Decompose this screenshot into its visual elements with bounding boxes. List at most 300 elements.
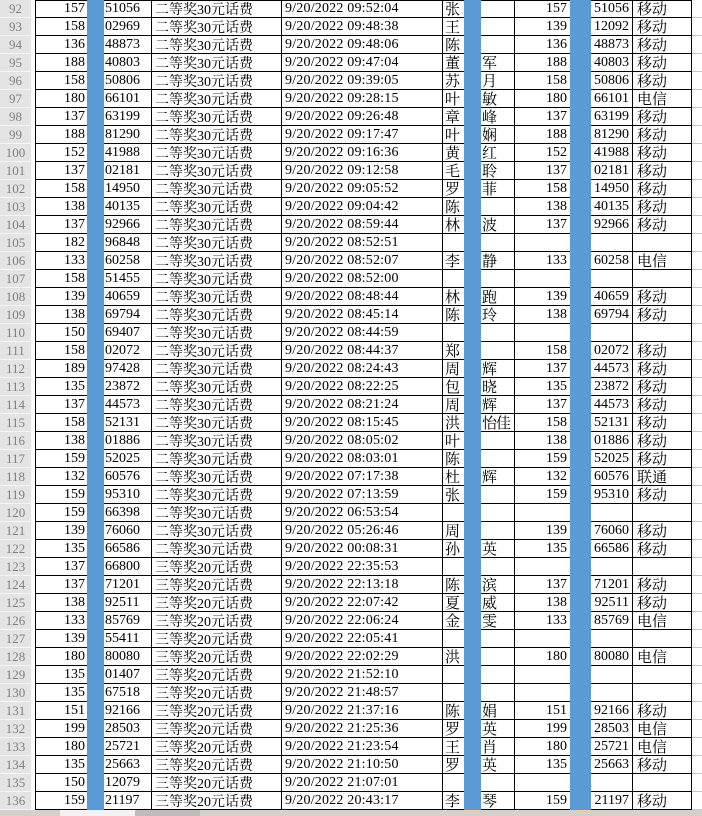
datetime-cell[interactable]: 9/20/2022 00:08:31 xyxy=(282,540,443,557)
datetime-cell[interactable]: 9/20/2022 06:53:54 xyxy=(282,504,443,521)
prize-cell[interactable]: 二等奖30元话费 xyxy=(152,360,282,377)
carrier-cell[interactable]: 移动 xyxy=(633,18,692,35)
datetime-cell[interactable]: 9/20/2022 08:45:14 xyxy=(282,306,443,323)
recipient-phone-prefix: 158 xyxy=(546,180,567,196)
phone-suffix: 25663 xyxy=(105,756,140,772)
recipient-phone-suffix: 71201 xyxy=(594,576,629,592)
table-row xyxy=(35,504,692,522)
prize-cell[interactable]: 三等奖20元话费 xyxy=(152,774,282,791)
row-header-cell[interactable]: 128 xyxy=(0,648,32,666)
phone-prefix: 157 xyxy=(64,0,85,16)
carrier-cell[interactable]: 移动 xyxy=(633,486,692,503)
row-header-cell[interactable]: 117 xyxy=(0,450,32,468)
prize-cell[interactable]: 二等奖30元话费 xyxy=(152,18,282,35)
carrier-cell[interactable]: 电信 xyxy=(633,612,692,629)
row-header-cell[interactable]: 94 xyxy=(0,36,32,54)
table-row xyxy=(35,576,692,594)
recipient-phone-suffix: 80080 xyxy=(594,648,629,664)
phone-prefix: 180 xyxy=(64,90,85,106)
prize-cell[interactable]: 三等奖20元话费 xyxy=(152,558,282,575)
prize-cell[interactable]: 三等奖20元话费 xyxy=(152,576,282,593)
name-first-char: 张 xyxy=(445,2,461,17)
prize-cell[interactable]: 三等奖20元话费 xyxy=(152,612,282,629)
name-rest-chars: 娴 xyxy=(482,128,497,143)
recipient-phone-prefix: 158 xyxy=(546,342,567,358)
phone-suffix: 95310 xyxy=(105,486,140,502)
phone-prefix: 158 xyxy=(64,414,85,430)
phone-prefix: 188 xyxy=(64,126,85,142)
datetime-cell[interactable]: 9/20/2022 09:28:15 xyxy=(282,90,443,107)
datetime-cell[interactable]: 9/20/2022 21:23:54 xyxy=(282,738,443,755)
table-row xyxy=(35,36,692,54)
carrier-cell[interactable]: 移动 xyxy=(633,162,692,179)
name-rest-chars: 娟 xyxy=(482,704,497,719)
row-header-cell[interactable]: 95 xyxy=(0,54,32,72)
row-header-cell[interactable]: 105 xyxy=(0,234,32,252)
table-row xyxy=(35,414,692,432)
phone-suffix: 55411 xyxy=(105,630,140,646)
phone-suffix: 60576 xyxy=(105,468,140,484)
datetime-cell[interactable]: 9/20/2022 08:52:00 xyxy=(282,270,443,287)
name-first-char: 孙 xyxy=(445,542,461,557)
table-row xyxy=(35,270,692,288)
prize-cell[interactable]: 三等奖20元话费 xyxy=(152,702,282,719)
phone-suffix: 71201 xyxy=(105,576,140,592)
datetime-cell[interactable]: 9/20/2022 07:17:38 xyxy=(282,468,443,485)
prize-cell[interactable]: 二等奖30元话费 xyxy=(152,72,282,89)
carrier-cell[interactable]: 电信 xyxy=(633,720,692,737)
name-first-char: 王 xyxy=(445,20,461,35)
carrier-cell[interactable]: 电信 xyxy=(633,252,692,269)
name-first-char: 林 xyxy=(445,218,461,233)
datetime-cell[interactable]: 9/20/2022 08:52:51 xyxy=(282,234,443,251)
horizontal-scrollbar[interactable] xyxy=(0,810,702,816)
prize-cell[interactable]: 二等奖30元话费 xyxy=(152,522,282,539)
datetime-cell[interactable]: 9/20/2022 22:06:24 xyxy=(282,612,443,629)
carrier-cell[interactable]: 移动 xyxy=(633,576,692,593)
row-header-cell[interactable]: 133 xyxy=(0,738,32,756)
phone-suffix: 14950 xyxy=(105,180,140,196)
prize-cell[interactable]: 三等奖20元话费 xyxy=(152,738,282,755)
phone-prefix: 158 xyxy=(64,18,85,34)
carrier-cell[interactable]: 移动 xyxy=(633,594,692,611)
carrier-cell[interactable]: 移动 xyxy=(633,72,692,89)
recipient-phone-suffix: 02181 xyxy=(594,162,629,178)
phone-prefix: 158 xyxy=(64,180,85,196)
prize-cell[interactable]: 二等奖30元话费 xyxy=(152,144,282,161)
carrier-cell[interactable] xyxy=(633,504,692,521)
carrier-cell[interactable]: 移动 xyxy=(633,540,692,557)
phone-prefix: 135 xyxy=(64,666,85,682)
datetime-cell[interactable]: 9/20/2022 08:59:44 xyxy=(282,216,443,233)
row-header-cell[interactable]: 136 xyxy=(0,792,32,810)
table-row xyxy=(35,216,692,234)
name-first-char: 毛 xyxy=(445,164,461,179)
recipient-phone-suffix: 92166 xyxy=(594,702,629,718)
prize-cell[interactable]: 二等奖30元话费 xyxy=(152,450,282,467)
redaction-bar-name xyxy=(464,0,481,810)
recipient-phone-suffix: 95310 xyxy=(594,486,629,502)
name-first-char: 陈 xyxy=(445,308,461,323)
row-header-cell[interactable]: 125 xyxy=(0,594,32,612)
datetime-cell[interactable]: 9/20/2022 22:02:29 xyxy=(282,648,443,665)
datetime-cell[interactable]: 9/20/2022 21:25:36 xyxy=(282,720,443,737)
datetime-cell[interactable]: 9/20/2022 08:48:44 xyxy=(282,288,443,305)
row-header-cell[interactable]: 132 xyxy=(0,720,32,738)
carrier-cell[interactable]: 移动 xyxy=(633,144,692,161)
table-row xyxy=(35,594,692,612)
datetime-cell[interactable]: 9/20/2022 09:04:42 xyxy=(282,198,443,215)
recipient-phone-prefix: 138 xyxy=(546,198,567,214)
row-header-cell[interactable]: 119 xyxy=(0,486,32,504)
prize-cell[interactable]: 三等奖20元话费 xyxy=(152,594,282,611)
recipient-phone-suffix: 60576 xyxy=(594,468,629,484)
datetime-cell[interactable]: 9/20/2022 20:43:17 xyxy=(282,792,443,809)
row-header-cell[interactable]: 126 xyxy=(0,612,32,630)
carrier-cell[interactable]: 移动 xyxy=(633,342,692,359)
datetime-cell[interactable]: 9/20/2022 21:37:16 xyxy=(282,702,443,719)
row-header-cell[interactable]: 98 xyxy=(0,108,32,126)
name-rest-chars: 静 xyxy=(482,254,497,269)
carrier-cell[interactable] xyxy=(633,558,692,575)
recipient-phone-prefix: 139 xyxy=(546,522,567,538)
prize-cell[interactable]: 二等奖30元话费 xyxy=(152,234,282,251)
phone-prefix: 133 xyxy=(64,612,85,628)
scrollbar-segment[interactable] xyxy=(60,810,135,816)
datetime-cell[interactable]: 9/20/2022 09:26:48 xyxy=(282,108,443,125)
worksheet-grid xyxy=(35,0,692,810)
row-header-cell[interactable]: 102 xyxy=(0,180,32,198)
recipient-phone-prefix: 137 xyxy=(546,360,567,376)
row-header-cell[interactable]: 108 xyxy=(0,288,32,306)
name-first-char: 苏 xyxy=(445,74,461,89)
carrier-cell[interactable]: 移动 xyxy=(633,360,692,377)
scrollbar-thumb[interactable] xyxy=(135,810,200,816)
prize-cell[interactable]: 二等奖30元话费 xyxy=(152,324,282,341)
name-rest-chars: 滨 xyxy=(482,578,497,593)
phone-suffix: 51455 xyxy=(105,270,140,286)
datetime-cell[interactable]: 9/20/2022 08:05:02 xyxy=(282,432,443,449)
name-first-char: 陈 xyxy=(445,200,461,215)
row-header-cell[interactable]: 118 xyxy=(0,468,32,486)
carrier-cell[interactable]: 联通 xyxy=(633,468,692,485)
carrier-cell[interactable]: 移动 xyxy=(633,450,692,467)
datetime-cell[interactable]: 9/20/2022 09:17:47 xyxy=(282,126,443,143)
row-header-cell[interactable]: 99 xyxy=(0,126,32,144)
table-row xyxy=(35,90,692,108)
prize-cell[interactable]: 三等奖20元话费 xyxy=(152,630,282,647)
phone-suffix: 41988 xyxy=(105,144,140,160)
datetime-cell[interactable]: 9/20/2022 21:10:50 xyxy=(282,756,443,773)
row-header-cell[interactable]: 121 xyxy=(0,522,32,540)
prize-cell[interactable]: 二等奖30元话费 xyxy=(152,180,282,197)
empty-gridline-area xyxy=(692,0,702,810)
carrier-cell[interactable]: 移动 xyxy=(633,414,692,431)
recipient-phone-prefix: 139 xyxy=(546,288,567,304)
carrier-cell[interactable] xyxy=(633,270,692,287)
phone-prefix: 137 xyxy=(64,108,85,124)
table-row xyxy=(35,684,692,702)
table-top-border xyxy=(35,0,692,1)
datetime-cell[interactable]: 9/20/2022 08:52:07 xyxy=(282,252,443,269)
prize-cell[interactable]: 二等奖30元话费 xyxy=(152,396,282,413)
phone-prefix: 159 xyxy=(64,450,85,466)
name-first-char: 夏 xyxy=(445,596,461,611)
table-row xyxy=(35,360,692,378)
carrier-cell[interactable] xyxy=(633,774,692,791)
carrier-cell[interactable] xyxy=(633,324,692,341)
carrier-cell[interactable]: 移动 xyxy=(633,432,692,449)
name-first-char: 张 xyxy=(445,488,461,503)
row-header-cell[interactable]: 106 xyxy=(0,252,32,270)
row-header-cell[interactable]: 134 xyxy=(0,756,32,774)
recipient-phone-suffix: 52025 xyxy=(594,450,629,466)
carrier-cell[interactable]: 移动 xyxy=(633,180,692,197)
carrier-cell[interactable]: 移动 xyxy=(633,126,692,143)
prize-cell[interactable]: 二等奖30元话费 xyxy=(152,288,282,305)
row-header-cell[interactable]: 92 xyxy=(0,0,32,18)
table-row xyxy=(35,234,692,252)
table-row xyxy=(35,468,692,486)
prize-cell[interactable]: 二等奖30元话费 xyxy=(152,216,282,233)
recipient-phone-suffix: 76060 xyxy=(594,522,629,538)
phone-suffix: 66586 xyxy=(105,540,140,556)
phone-prefix: 135 xyxy=(64,540,85,556)
prize-cell[interactable]: 三等奖20元话费 xyxy=(152,684,282,701)
prize-cell[interactable]: 二等奖30元话费 xyxy=(152,90,282,107)
name-first-char: 叶 xyxy=(445,128,461,143)
datetime-cell[interactable]: 9/20/2022 08:24:43 xyxy=(282,360,443,377)
datetime-cell[interactable]: 9/20/2022 08:15:45 xyxy=(282,414,443,431)
datetime-cell[interactable]: 9/20/2022 09:12:58 xyxy=(282,162,443,179)
row-header-cell[interactable]: 97 xyxy=(0,90,32,108)
datetime-cell[interactable]: 9/20/2022 21:07:01 xyxy=(282,774,443,791)
datetime-cell[interactable]: 9/20/2022 08:03:01 xyxy=(282,450,443,467)
name-rest-chars: 辉 xyxy=(482,362,497,377)
table-row xyxy=(35,162,692,180)
row-header-cell[interactable]: 114 xyxy=(0,396,32,414)
recipient-phone-suffix: 60258 xyxy=(594,252,629,268)
row-header-cell[interactable]: 131 xyxy=(0,702,32,720)
datetime-cell[interactable]: 9/20/2022 09:47:04 xyxy=(282,54,443,71)
datetime-cell[interactable]: 9/20/2022 22:07:42 xyxy=(282,594,443,611)
prize-cell[interactable]: 二等奖30元话费 xyxy=(152,0,282,17)
table-row xyxy=(35,648,692,666)
row-header-cell[interactable]: 122 xyxy=(0,540,32,558)
prize-cell[interactable]: 三等奖20元话费 xyxy=(152,720,282,737)
recipient-phone-suffix: 92511 xyxy=(594,594,629,610)
carrier-cell[interactable]: 移动 xyxy=(633,396,692,413)
prize-cell[interactable]: 二等奖30元话费 xyxy=(152,36,282,53)
table-row xyxy=(35,720,692,738)
phone-prefix: 138 xyxy=(64,306,85,322)
carrier-cell[interactable]: 电信 xyxy=(633,90,692,107)
phone-prefix: 189 xyxy=(64,360,85,376)
phone-suffix: 60258 xyxy=(105,252,140,268)
datetime-cell[interactable]: 9/20/2022 22:05:41 xyxy=(282,630,443,647)
row-header-cell[interactable]: 100 xyxy=(0,144,32,162)
row-header-cell[interactable]: 124 xyxy=(0,576,32,594)
row-header-cell[interactable]: 123 xyxy=(0,558,32,576)
prize-cell[interactable]: 二等奖30元话费 xyxy=(152,162,282,179)
name-rest-chars: 辉 xyxy=(482,398,497,413)
recipient-phone-prefix: 135 xyxy=(546,378,567,394)
row-header-cell[interactable]: 104 xyxy=(0,216,32,234)
prize-cell[interactable]: 三等奖20元话费 xyxy=(152,792,282,809)
prize-cell[interactable]: 二等奖30元话费 xyxy=(152,342,282,359)
datetime-cell[interactable]: 9/20/2022 22:13:18 xyxy=(282,576,443,593)
table-row xyxy=(35,630,692,648)
recipient-phone-prefix: 151 xyxy=(546,702,567,718)
name-first-char: 洪 xyxy=(445,650,461,665)
prize-cell[interactable]: 二等奖30元话费 xyxy=(152,108,282,125)
datetime-cell[interactable]: 9/20/2022 07:13:59 xyxy=(282,486,443,503)
recipient-phone-prefix: 135 xyxy=(546,756,567,772)
prize-cell[interactable]: 二等奖30元话费 xyxy=(152,414,282,431)
carrier-cell[interactable]: 电信 xyxy=(633,738,692,755)
carrier-cell[interactable] xyxy=(633,684,692,701)
recipient-phone-suffix: 02072 xyxy=(594,342,629,358)
prize-cell[interactable]: 二等奖30元话费 xyxy=(152,504,282,521)
phone-suffix: 01886 xyxy=(105,432,140,448)
phone-prefix: 158 xyxy=(64,72,85,88)
carrier-cell[interactable]: 移动 xyxy=(633,288,692,305)
recipient-phone-prefix: 188 xyxy=(546,54,567,70)
carrier-cell[interactable]: 移动 xyxy=(633,756,692,773)
phone-prefix: 152 xyxy=(64,144,85,160)
datetime-cell[interactable]: 9/20/2022 09:05:52 xyxy=(282,180,443,197)
datetime-cell[interactable]: 9/20/2022 09:48:06 xyxy=(282,36,443,53)
prize-cell[interactable]: 二等奖30元话费 xyxy=(152,126,282,143)
name-first-char: 洪 xyxy=(445,416,461,431)
prize-cell[interactable]: 三等奖20元话费 xyxy=(152,666,282,683)
carrier-cell[interactable]: 移动 xyxy=(633,36,692,53)
row-header-cell[interactable]: 101 xyxy=(0,162,32,180)
phone-suffix: 92166 xyxy=(105,702,140,718)
datetime-cell[interactable]: 9/20/2022 09:52:04 xyxy=(282,0,443,17)
row-header-cell[interactable]: 116 xyxy=(0,432,32,450)
datetime-cell[interactable]: 9/20/2022 09:39:05 xyxy=(282,72,443,89)
name-rest-chars: 波 xyxy=(482,218,497,233)
name-rest-chars: 玲 xyxy=(482,308,497,323)
carrier-cell[interactable]: 移动 xyxy=(633,54,692,71)
prize-cell[interactable]: 二等奖30元话费 xyxy=(152,54,282,71)
row-header-cell[interactable]: 112 xyxy=(0,360,32,378)
datetime-cell[interactable]: 9/20/2022 08:22:25 xyxy=(282,378,443,395)
carrier-cell[interactable]: 移动 xyxy=(633,0,692,17)
table-row xyxy=(35,792,692,810)
recipient-phone-suffix: 44573 xyxy=(594,396,629,412)
recipient-phone-suffix: 01886 xyxy=(594,432,629,448)
prize-cell[interactable]: 二等奖30元话费 xyxy=(152,252,282,269)
carrier-cell[interactable]: 移动 xyxy=(633,216,692,233)
row-header-cell[interactable]: 109 xyxy=(0,306,32,324)
row-header-cell[interactable]: 111 xyxy=(0,342,32,360)
carrier-cell[interactable]: 移动 xyxy=(633,198,692,215)
name-first-char: 杜 xyxy=(445,470,461,485)
recipient-phone-suffix: 92966 xyxy=(594,216,629,232)
prize-cell[interactable]: 二等奖30元话费 xyxy=(152,540,282,557)
row-header-cell[interactable]: 113 xyxy=(0,378,32,396)
datetime-cell[interactable]: 9/20/2022 21:48:57 xyxy=(282,684,443,701)
row-header-cell[interactable]: 107 xyxy=(0,270,32,288)
datetime-cell[interactable]: 9/20/2022 05:26:46 xyxy=(282,522,443,539)
phone-prefix: 158 xyxy=(64,342,85,358)
carrier-cell[interactable]: 电信 xyxy=(633,648,692,665)
carrier-cell[interactable]: 移动 xyxy=(633,378,692,395)
row-header-cell[interactable]: 115 xyxy=(0,414,32,432)
row-header-cell[interactable]: 96 xyxy=(0,72,32,90)
phone-prefix: 159 xyxy=(64,792,85,808)
prize-cell[interactable]: 二等奖30元话费 xyxy=(152,486,282,503)
carrier-cell[interactable]: 移动 xyxy=(633,108,692,125)
row-header-column xyxy=(0,0,32,810)
name-rest-chars: 雯 xyxy=(482,614,497,629)
datetime-cell[interactable]: 9/20/2022 09:48:38 xyxy=(282,18,443,35)
row-header-cell[interactable]: 127 xyxy=(0,630,32,648)
phone-prefix: 135 xyxy=(64,684,85,700)
carrier-cell[interactable]: 移动 xyxy=(633,702,692,719)
datetime-cell[interactable]: 9/20/2022 08:21:24 xyxy=(282,396,443,413)
name-first-char: 周 xyxy=(445,524,461,539)
row-header-cell[interactable]: 130 xyxy=(0,684,32,702)
phone-suffix: 12079 xyxy=(105,774,140,790)
prize-cell[interactable]: 二等奖30元话费 xyxy=(152,468,282,485)
recipient-phone-prefix: 138 xyxy=(546,306,567,322)
carrier-cell[interactable]: 移动 xyxy=(633,792,692,809)
datetime-cell[interactable]: 9/20/2022 21:52:10 xyxy=(282,666,443,683)
row-header-cell[interactable]: 110 xyxy=(0,324,32,342)
row-header-cell[interactable]: 129 xyxy=(0,666,32,684)
table-row xyxy=(35,612,692,630)
phone-suffix: 48873 xyxy=(105,36,140,52)
recipient-phone-prefix: 138 xyxy=(546,432,567,448)
carrier-cell[interactable]: 移动 xyxy=(633,522,692,539)
datetime-cell[interactable]: 9/20/2022 08:44:37 xyxy=(282,342,443,359)
name-first-char: 陈 xyxy=(445,704,461,719)
prize-cell[interactable]: 二等奖30元话费 xyxy=(152,432,282,449)
row-header-cell[interactable]: 93 xyxy=(0,18,32,36)
name-first-char: 陈 xyxy=(445,452,461,467)
prize-cell[interactable]: 二等奖30元话费 xyxy=(152,306,282,323)
carrier-cell[interactable] xyxy=(633,666,692,683)
carrier-cell[interactable] xyxy=(633,630,692,647)
name-rest-chars: 聆 xyxy=(482,164,497,179)
prize-cell[interactable]: 二等奖30元话费 xyxy=(152,270,282,287)
prize-cell[interactable]: 三等奖20元话费 xyxy=(152,648,282,665)
carrier-cell[interactable] xyxy=(633,234,692,251)
phone-suffix: 21197 xyxy=(105,792,140,808)
recipient-phone-prefix: 159 xyxy=(546,486,567,502)
recipient-phone-suffix: 14950 xyxy=(594,180,629,196)
row-header-cell[interactable]: 103 xyxy=(0,198,32,216)
recipient-phone-suffix: 12092 xyxy=(594,18,629,34)
prize-cell[interactable]: 二等奖30元话费 xyxy=(152,378,282,395)
datetime-cell[interactable]: 9/20/2022 08:44:59 xyxy=(282,324,443,341)
prize-cell[interactable]: 三等奖20元话费 xyxy=(152,756,282,773)
table-row xyxy=(35,666,692,684)
datetime-cell[interactable]: 9/20/2022 22:35:53 xyxy=(282,558,443,575)
table-row xyxy=(35,180,692,198)
name-rest-chars: 军 xyxy=(482,56,497,71)
prize-cell[interactable]: 二等奖30元话费 xyxy=(152,198,282,215)
recipient-phone-suffix: 63199 xyxy=(594,108,629,124)
carrier-cell[interactable]: 移动 xyxy=(633,306,692,323)
datetime-cell[interactable]: 9/20/2022 09:16:36 xyxy=(282,144,443,161)
recipient-phone-prefix: 157 xyxy=(546,0,567,16)
row-header-cell[interactable]: 120 xyxy=(0,504,32,522)
row-header-cell[interactable]: 135 xyxy=(0,774,32,792)
